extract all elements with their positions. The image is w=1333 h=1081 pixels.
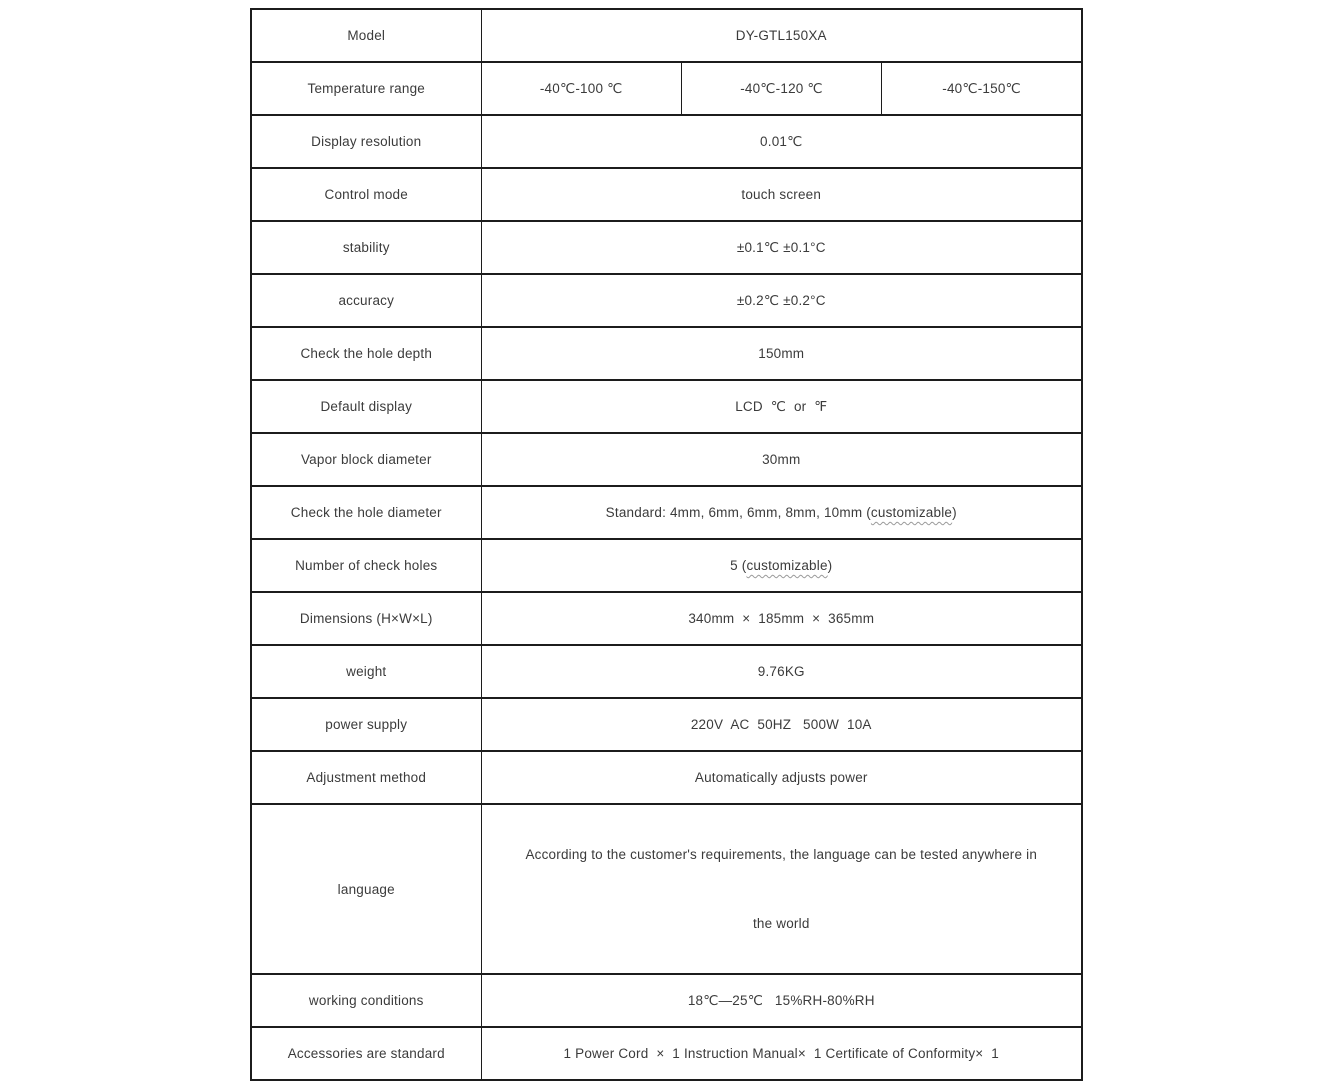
row-label: Control mode	[251, 168, 481, 221]
row-value: 0.01℃	[481, 115, 1082, 168]
row-label: language	[251, 804, 481, 974]
row-value: 340mm × 185mm × 365mm	[481, 592, 1082, 645]
row-label: accuracy	[251, 274, 481, 327]
row-value	[481, 539, 1082, 592]
row-label: Default display	[251, 380, 481, 433]
row-value: 9.76KG	[481, 645, 1082, 698]
table-row-dimensions	[251, 592, 1082, 645]
table-row-temperature-range	[251, 62, 1082, 115]
table-row-number-of-check-holes	[251, 539, 1082, 592]
row-label: Dimensions (H×W×L)	[251, 592, 481, 645]
spec-table-container	[250, 8, 1081, 1081]
row-label: Adjustment method	[251, 751, 481, 804]
row-value: ±0.2℃ ±0.2°C	[481, 274, 1082, 327]
value-text: Standard: 4mm, 6mm, 6mm, 8mm, 10mm (	[605, 505, 871, 520]
row-label: Check the hole depth	[251, 327, 481, 380]
row-label: weight	[251, 645, 481, 698]
table-row-weight	[251, 645, 1082, 698]
row-value: 18℃—25℃ 15%RH-80%RH	[481, 974, 1082, 1027]
value-line-2: the world	[752, 916, 810, 931]
row-label: Display resolution	[251, 115, 481, 168]
table-row-accessories	[251, 1027, 1082, 1080]
spec-table	[250, 8, 1083, 1081]
row-value: 1 Power Cord × 1 Instruction Manual× 1 Certificate of Conformity× 1	[481, 1027, 1082, 1080]
value-text: 5 (	[730, 558, 747, 573]
row-value	[481, 486, 1082, 539]
row-value-range-2: -40℃-120 ℃	[681, 62, 881, 115]
row-value: Automatically adjusts power	[481, 751, 1082, 804]
value-line-1: According to the customer's requirements, the language can be tested anywhere in	[525, 847, 1038, 862]
value-wavy-underline-text: customizable	[746, 558, 828, 573]
row-value: LCD ℃ or ℉	[481, 380, 1082, 433]
table-row-power-supply	[251, 698, 1082, 751]
value-text: )	[952, 505, 957, 520]
row-label: Number of check holes	[251, 539, 481, 592]
table-row-default-display	[251, 380, 1082, 433]
row-value	[481, 804, 1082, 974]
row-value-range-3: -40℃-150℃	[882, 62, 1082, 115]
value-wavy-underline-text: customizable	[870, 505, 953, 520]
table-row-control-mode	[251, 168, 1082, 221]
row-value: touch screen	[481, 168, 1082, 221]
table-row-language	[251, 804, 1082, 974]
row-label: power supply	[251, 698, 481, 751]
table-row-accuracy	[251, 274, 1082, 327]
table-row-check-hole-diameter	[251, 486, 1082, 539]
row-label: Temperature range	[251, 62, 481, 115]
row-value: DY-GTL150XA	[481, 9, 1082, 62]
row-value: 150mm	[481, 327, 1082, 380]
table-row-working-conditions	[251, 974, 1082, 1027]
row-label: stability	[251, 221, 481, 274]
row-label: Accessories are standard	[251, 1027, 481, 1080]
table-row-vapor-block-diameter	[251, 433, 1082, 486]
table-row-display-resolution	[251, 115, 1082, 168]
row-label: Check the hole diameter	[251, 486, 481, 539]
table-row-check-hole-depth	[251, 327, 1082, 380]
row-value-range-1: -40℃-100 ℃	[481, 62, 681, 115]
row-value: 30mm	[481, 433, 1082, 486]
row-value: ±0.1℃ ±0.1°C	[481, 221, 1082, 274]
row-label: Model	[251, 9, 481, 62]
value-text: )	[827, 558, 833, 573]
row-label: Vapor block diameter	[251, 433, 481, 486]
row-label: working conditions	[251, 974, 481, 1027]
table-row-stability	[251, 221, 1082, 274]
row-value: 220V AC 50HZ 500W 10A	[481, 698, 1082, 751]
table-row-model	[251, 9, 1082, 62]
table-row-adjustment-method	[251, 751, 1082, 804]
